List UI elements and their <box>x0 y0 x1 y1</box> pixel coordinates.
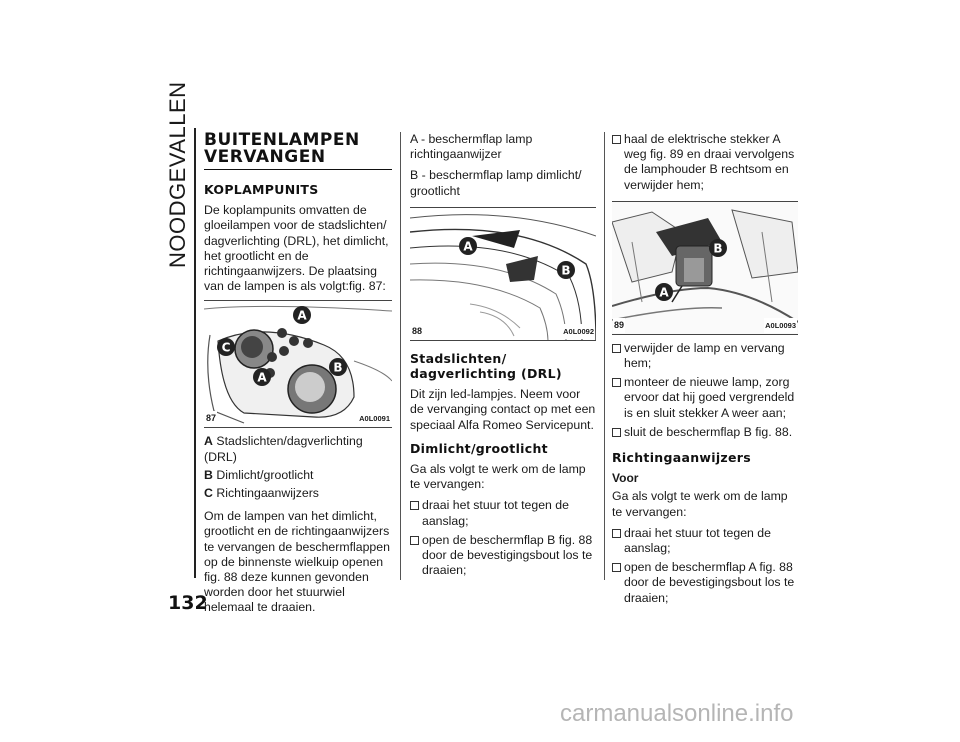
legend-item: A Stadslichten/dagverlichting (DRL) <box>204 434 363 464</box>
figure-87 <box>204 300 392 428</box>
step-item: open de beschermflap B fig. 88 door de bevestigingsbout los te draaien; <box>410 533 596 579</box>
section-tab-label: NOODGEVALLEN <box>165 81 190 268</box>
callout-a: A <box>659 285 669 300</box>
section-tab <box>164 81 192 268</box>
column-2 <box>410 132 596 582</box>
callout-a-top: A <box>297 308 307 323</box>
step-item: sluit de beschermflap B fig. 88. <box>612 425 798 440</box>
checkbox-bullet-icon <box>612 135 621 144</box>
drl-paragraph: Dit zijn led-lampjes. Neem voor de vervanging contact op met een speciaal Alfa Romeo Servicepunt. <box>410 387 596 432</box>
richtingaanwijzers-intro: Ga als volgt te werk om de lamp te vervangen: <box>612 489 788 519</box>
step-item: draai het stuur tot tegen de aanslag; <box>410 498 596 528</box>
checkbox-bullet-icon <box>612 344 621 353</box>
watermark: carmanualsonline.info <box>560 700 794 727</box>
figure-number: 88 <box>411 324 423 339</box>
callout-c: C <box>221 340 231 355</box>
step-item: haal de elektrische stekker A weg fig. 89 en draai vervolgens de lamphouder B rechtsom en verwijder hem; <box>612 132 798 193</box>
section-heading-dimlicht: Dimlicht/grootlicht <box>410 440 548 456</box>
column-divider <box>400 132 401 580</box>
dimlicht-intro: Ga als volgt te werk om de lamp te vervangen: <box>410 462 586 492</box>
side-rule <box>194 128 196 578</box>
section-heading-drl: Stadslichten/ dagverlichting (DRL) <box>410 350 562 382</box>
callout-b: B <box>561 263 571 278</box>
column-divider <box>604 132 605 580</box>
figure-number: 87 <box>205 411 217 426</box>
section-heading-koplampunits: KOPLAMPUNITS <box>204 182 319 197</box>
callout-b: B <box>713 241 723 256</box>
section-heading-richtingaanwijzers: Richtingaanwijzers <box>612 450 751 466</box>
callout-labels <box>204 301 392 428</box>
figure-legend <box>204 434 392 501</box>
figure-code: A0L0092 <box>562 324 595 339</box>
callout-labels <box>410 208 596 341</box>
column-3 <box>612 132 798 610</box>
checkbox-bullet-icon <box>612 563 621 572</box>
checkbox-bullet-icon <box>410 536 419 545</box>
intro-paragraph: De koplampunits omvatten de gloeilampen voor de stadslichten/ dagverlichting (DRL), het dimlicht, het grootlicht en de richtingaanwijzers. De plaatsing van de lampen is als volgt:fig. 87: <box>204 203 389 294</box>
flap-a-description: A - beschermflap lamp richtingaanwijzer <box>410 132 533 162</box>
page-number: 132 <box>168 592 208 614</box>
figure-code: A0L0093 <box>764 318 797 333</box>
callout-labels <box>612 202 798 335</box>
checkbox-bullet-icon <box>612 378 621 387</box>
legend-item: C Richtingaanwijzers <box>204 486 319 501</box>
page-title: BUITENLAMPEN VERVANGEN <box>204 132 392 170</box>
figure-code: A0L0091 <box>358 411 391 426</box>
figure-89 <box>612 201 798 335</box>
figure-88 <box>410 207 596 341</box>
flap-b-description: B - beschermflap lamp dimlicht/ grootlicht <box>410 168 582 198</box>
callout-a-bottom: A <box>257 370 267 385</box>
outro-paragraph: Om de lampen van het dimlicht, grootlicht en de richtingaanwijzers te vervangen de beschermflappen op de binnenste wielkuip openen fig. 88 deze kunnen gevonden worden door het stuurwiel helemaal te draaien. <box>204 509 390 615</box>
step-item: monteer de nieuwe lamp, zorg ervoor dat hij goed vergrendeld is en sluit stekker A weer aan; <box>612 375 798 421</box>
checkbox-bullet-icon <box>410 501 419 510</box>
step-item: open de beschermflap A fig. 88 door de bevestigingsbout los te draaien; <box>612 560 798 606</box>
callout-a: A <box>463 239 473 254</box>
figure-number: 89 <box>613 318 625 333</box>
checkbox-bullet-icon <box>612 529 621 538</box>
step-item: verwijder de lamp en vervang hem; <box>612 341 798 371</box>
callout-b: B <box>333 360 343 375</box>
column-1 <box>204 132 392 622</box>
subheading-voor: Voor <box>612 471 639 486</box>
legend-item: B Dimlicht/grootlicht <box>204 467 314 482</box>
checkbox-bullet-icon <box>612 428 621 437</box>
step-item: draai het stuur tot tegen de aanslag; <box>612 526 798 556</box>
